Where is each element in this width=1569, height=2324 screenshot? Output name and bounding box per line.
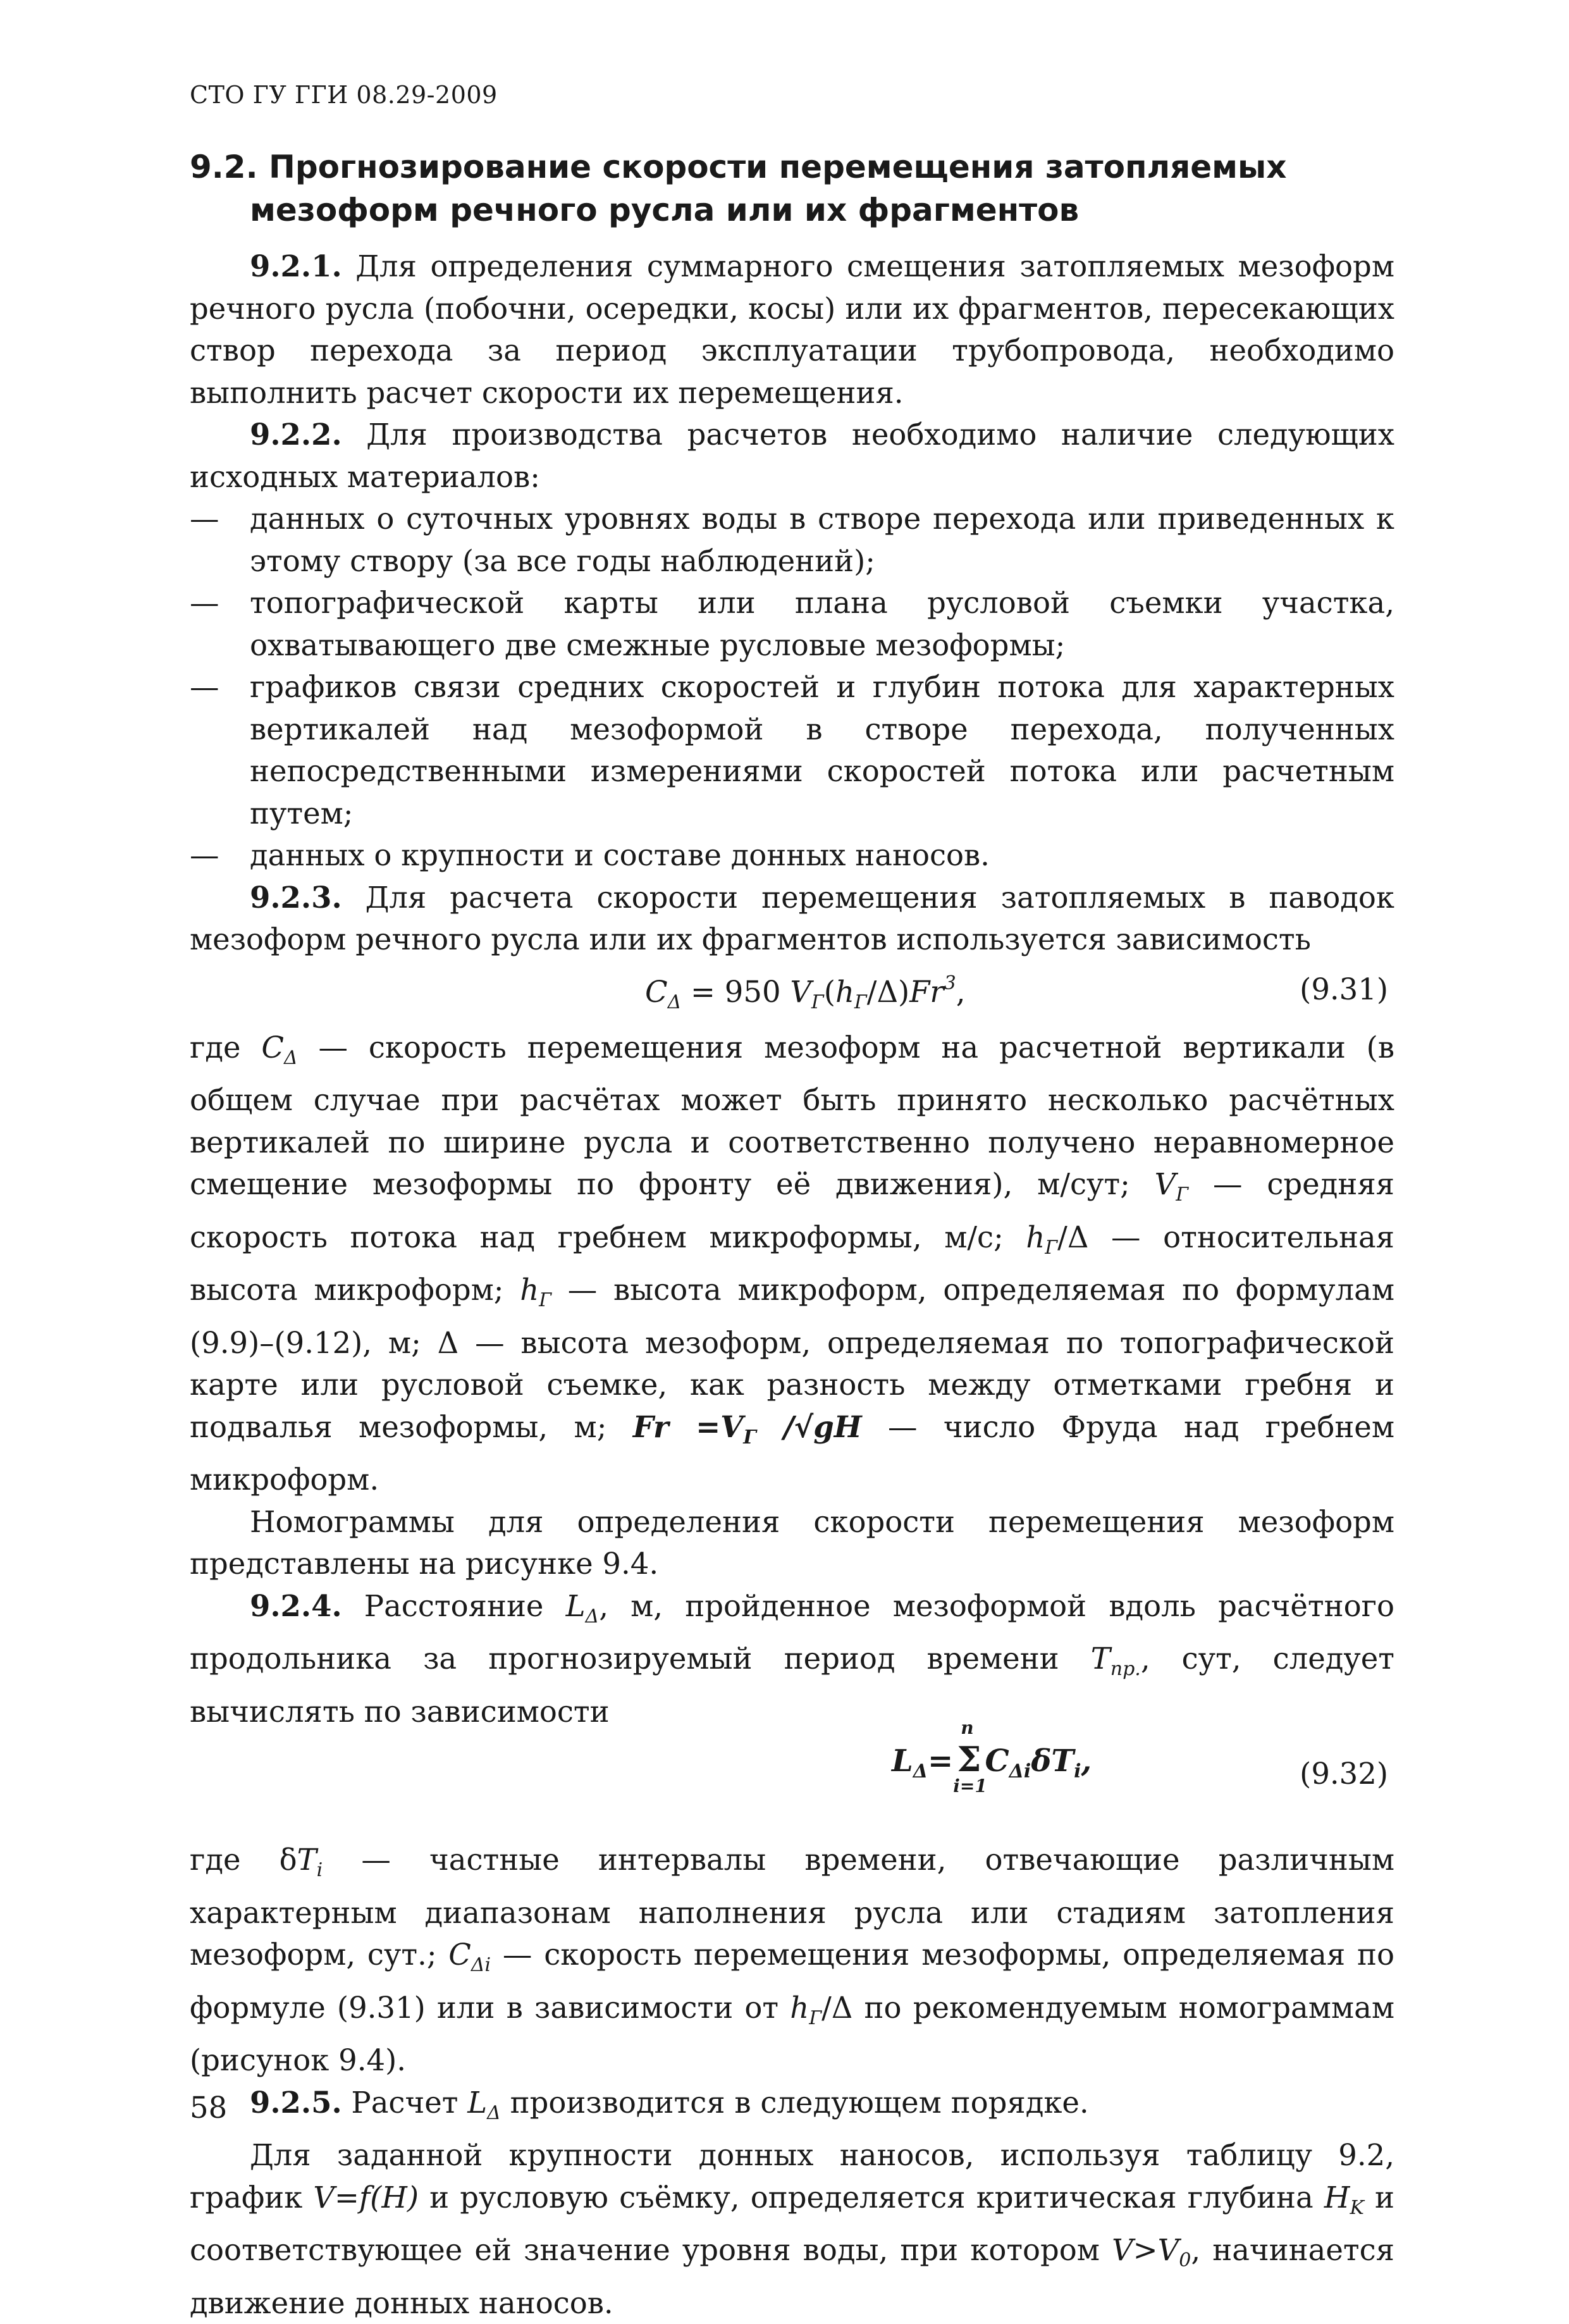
text: — число Фруда над гребнем микроформ. — [190, 1409, 1394, 1497]
list-item — [190, 666, 1394, 834]
dash-marker: — — [190, 502, 219, 536]
formula-text: ( — [823, 974, 835, 1009]
text: — скорость перемещения мезоформы, определяемая по формуле (9.31) или в зависимости от — [190, 1938, 1394, 2025]
formula-var: Fr — [909, 974, 944, 1009]
list-item-text: данных о крупности и составе донных наносов. — [250, 838, 990, 872]
formula-text: , — [956, 974, 966, 1009]
list-item-text: графиков связи средних скоростей и глубин потока для характерных вертикалей над мезоформой в створе перехода, полученных непосредственными измерениями скоростей потока или расчетным путем; — [250, 670, 1394, 831]
clause-number: 9.2.5. — [250, 2084, 342, 2120]
document-code: СТО ГУ ГГИ 08.29-2009 — [190, 81, 498, 109]
formula-var: C — [261, 1030, 284, 1065]
section-title: 9.2. Прогнозирование скорости перемещения затопляемых мезоформ речного русла или их фрагментов — [190, 149, 1287, 228]
formula-sub: Δi — [1009, 1760, 1031, 1783]
formula-var: C — [448, 1938, 471, 1972]
equation-number: (9.31) — [1300, 972, 1388, 1006]
formula-sub: Δ — [667, 991, 682, 1013]
sum-upper-limit: n — [961, 1717, 974, 1738]
list-item-text: данных о суточных уровнях воды в створе перехода или приведенных к этому створу (за все годы наблюдений); — [250, 502, 1394, 578]
text: — высота микроформ, определяемая по формулам (9.9)–(9.12), м; Δ — высота мезоформ, определяемая по топографической карте или русловой съемке, как разность между отметками гребня и подвалья мезоформы, м; — [190, 1273, 1395, 1444]
clause-number: 9.2.2. — [250, 417, 342, 452]
text: — частные интервалы времени, отвечающие различным характерным диапазонам наполнения русла или стадиям затопления мезоформ, сут.; — [190, 1843, 1394, 1972]
formula-var: L — [467, 2085, 488, 2120]
paragraph-9-2-2 — [190, 414, 1394, 498]
formula-var: L — [892, 1743, 913, 1779]
text: /Δ — относительная высота микроформ; — [190, 1220, 1395, 1307]
formula-var: h — [1026, 1220, 1045, 1254]
formula-sub: 0 — [1179, 2249, 1191, 2271]
list-item — [190, 834, 1394, 877]
list-item — [190, 498, 1394, 582]
formula-sub: Δi — [471, 1954, 491, 1976]
formula-text: = 950 — [681, 974, 791, 1009]
sum-lower-limit: i=1 — [953, 1776, 987, 1796]
formula-sup: 3 — [944, 972, 956, 994]
formula — [892, 1717, 1092, 1796]
formula-var: V>V — [1112, 2233, 1179, 2267]
text: — средняя скорость потока над гребнем микроформы, м/с; — [190, 1167, 1394, 1254]
equation-9-31 — [190, 963, 1394, 1024]
formula-sub: i — [1074, 1760, 1081, 1783]
formula-text: , — [1081, 1743, 1092, 1779]
formula-sub: Δ — [283, 1046, 298, 1069]
formula-var: C — [985, 1743, 1009, 1779]
formula-text: /Δ) — [866, 974, 910, 1009]
formula-sub: Δ — [487, 2101, 501, 2124]
froude-formula: /√gH — [756, 1409, 862, 1444]
paragraph-nomograms: Номограммы для определения скорости перемещения мезоформ представлены на рисунке 9.4. — [190, 1504, 1394, 1581]
formula-sub: Δ — [913, 1760, 928, 1783]
paragraph-9-2-3 — [190, 877, 1394, 961]
paragraph-9-2-1 — [190, 245, 1394, 414]
sigma-symbol: Σ — [957, 1739, 981, 1779]
text: /Δ по рекомендуемым номограммам (рисунок 9.4). — [190, 1990, 1394, 2077]
paragraph-9-2-5 — [190, 2082, 1394, 2135]
formula-sub: Г — [743, 1426, 756, 1449]
formula-sub: Г — [1045, 1236, 1058, 1259]
text: производится в следующем порядке. — [500, 2085, 1089, 2120]
formula-text: = — [928, 1743, 954, 1779]
text: и соответствующее ей значение уровня воды, при котором — [190, 2180, 1394, 2267]
formula-var: H — [1324, 2180, 1350, 2215]
formula-var: V — [790, 974, 811, 1009]
text: Для заданной крупности донных наносов, используя таблицу 9.2, график — [190, 2138, 1394, 2215]
materials-list — [190, 498, 1394, 877]
dash-marker: — — [190, 586, 219, 620]
dash-marker: — — [190, 670, 219, 704]
equation-number: (9.32) — [1300, 1757, 1388, 1791]
text: где δ — [190, 1843, 297, 1877]
summation-sign — [953, 1717, 987, 1796]
clause-number: 9.2.4. — [250, 1588, 342, 1623]
page-content — [190, 145, 1394, 2324]
text: и русловую съёмку, определяется критическая глубина — [419, 2180, 1324, 2215]
page-number: 58 — [190, 2091, 228, 2125]
definitions-9-32 — [190, 1839, 1394, 2082]
equation-9-32 — [190, 1717, 1394, 1836]
clause-number: 9.2.3. — [250, 879, 342, 915]
paragraph-procedure — [190, 2134, 1394, 2324]
text: Расстояние — [341, 1588, 566, 1623]
formula-var: h — [790, 1990, 809, 2025]
text: , м, пройденное мезоформой вдоль расчётного продольника за прогнозируемый период времени — [190, 1588, 1395, 1676]
formula-var: C — [645, 974, 668, 1009]
text: , начинается движение донных наносов. — [190, 2233, 1394, 2320]
formula-sub: пр. — [1110, 1658, 1141, 1680]
formula-var: L — [565, 1588, 586, 1623]
formula-var: T — [297, 1843, 317, 1877]
formula-sub: Г — [1176, 1184, 1189, 1206]
formula-sub: Г — [809, 2006, 822, 2029]
formula-var: V=f(H) — [313, 2180, 419, 2215]
text: — скорость перемещения мезоформ на расчетной вертикали (в общем случае при расчётах может быть принято несколько расчётных вертикалей по ширине русла и соответственно получено неравномерное смещение мезоформы по фронту её движения), м/сут; — [190, 1030, 1395, 1201]
formula-var: h — [835, 974, 854, 1009]
formula-sub: i — [316, 1859, 323, 1881]
formula-sub: K — [1350, 2196, 1364, 2219]
formula-var: δT — [1031, 1743, 1074, 1779]
formula-sub: Г — [854, 991, 867, 1013]
clause-number: 9.2.1. — [250, 249, 342, 283]
formula-var: h — [520, 1273, 539, 1307]
dash-marker: — — [190, 838, 219, 872]
formula-sub: Δ — [585, 1605, 600, 1628]
formula — [645, 972, 966, 1013]
paragraph-text: Для определения суммарного смещения затопляемых мезоформ речного русла (побочни, осередки, косы) или их фрагментов, пересекающих створ перехода за период эксплуатации трубопровода, необходимо выполнить расчет скорости их перемещения. — [190, 249, 1394, 410]
list-item — [190, 582, 1394, 666]
paragraph-text: Для расчета скорости перемещения затопляемых в паводок мезоформ речного русла или их фрагментов используется зависимость — [190, 880, 1394, 956]
froude-formula: Fr =V — [632, 1409, 744, 1444]
definitions-9-31 — [190, 1027, 1394, 1501]
paragraph-9-2-4 — [190, 1585, 1394, 1733]
text: где — [190, 1030, 262, 1065]
text: Расчет — [341, 2085, 468, 2120]
formula-var: T — [1090, 1641, 1111, 1676]
list-item-text: топографической карты или плана русловой съемки участка, охватывающего две смежные русловые мезоформы; — [250, 586, 1394, 662]
text: , сут, следует вычислять по зависимости — [190, 1641, 1394, 1729]
formula-sub: Г — [811, 991, 824, 1013]
paragraph-text: Для производства расчетов необходимо наличие следующих исходных материалов: — [190, 417, 1394, 494]
formula-var: V — [1154, 1167, 1176, 1201]
formula-sub: Г — [539, 1289, 552, 1311]
